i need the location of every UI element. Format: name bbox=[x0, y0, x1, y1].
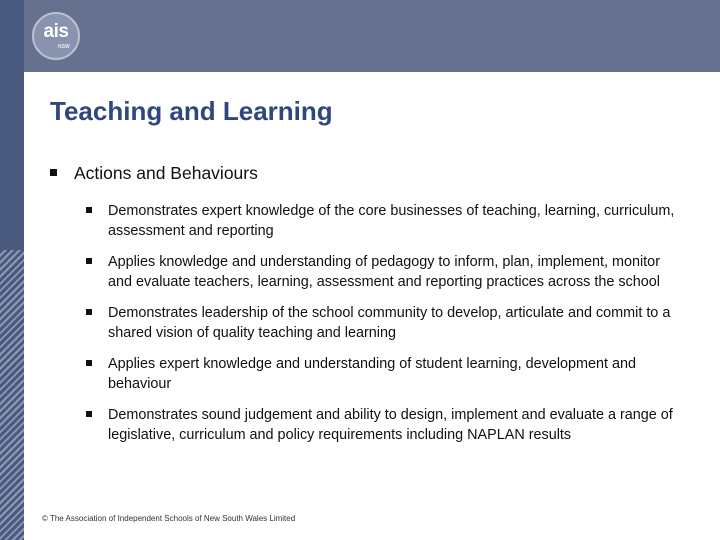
list-item-text: Applies expert knowledge and understanding of student learning, development and behaviour bbox=[108, 356, 637, 392]
section-heading bbox=[50, 163, 258, 184]
list-item bbox=[86, 201, 686, 241]
square-bullet-icon bbox=[86, 207, 92, 213]
list-item-text: Demonstrates sound judgement and ability to design, implement and evaluate a range of legislative, curriculum and policy requirements including NAPLAN results bbox=[108, 407, 673, 443]
left-stripe bbox=[0, 0, 24, 540]
square-bullet-icon bbox=[86, 411, 92, 417]
header-band bbox=[24, 0, 720, 72]
square-bullet-icon bbox=[50, 169, 57, 176]
logo-subtext: NSW bbox=[58, 44, 70, 50]
list-item-text: Applies knowledge and understanding of pedagogy to inform, plan, implement, monitor and evaluate teachers, learning, assessment and reporting practices across the school bbox=[108, 254, 660, 290]
ais-logo bbox=[32, 12, 80, 60]
list-item-text: Demonstrates expert knowledge of the core businesses of teaching, learning, curriculum, assessment and reporting bbox=[108, 203, 675, 239]
section-heading-text: Actions and Behaviours bbox=[74, 163, 258, 183]
square-bullet-icon bbox=[86, 258, 92, 264]
list-item bbox=[86, 354, 686, 394]
footer-copyright: © The Association of Independent Schools of New South Wales Limited bbox=[42, 514, 296, 523]
list-item-text: Demonstrates leadership of the school community to develop, articulate and commit to a shared vision of quality teaching and learning bbox=[108, 305, 671, 341]
left-stripe-hatch bbox=[0, 250, 24, 540]
list-item bbox=[86, 303, 686, 343]
behaviour-list bbox=[86, 201, 686, 456]
list-item bbox=[86, 252, 686, 292]
list-item bbox=[86, 405, 686, 445]
square-bullet-icon bbox=[86, 360, 92, 366]
square-bullet-icon bbox=[86, 309, 92, 315]
logo-text: ais bbox=[43, 21, 69, 42]
slide-title: Teaching and Learning bbox=[50, 96, 333, 126]
